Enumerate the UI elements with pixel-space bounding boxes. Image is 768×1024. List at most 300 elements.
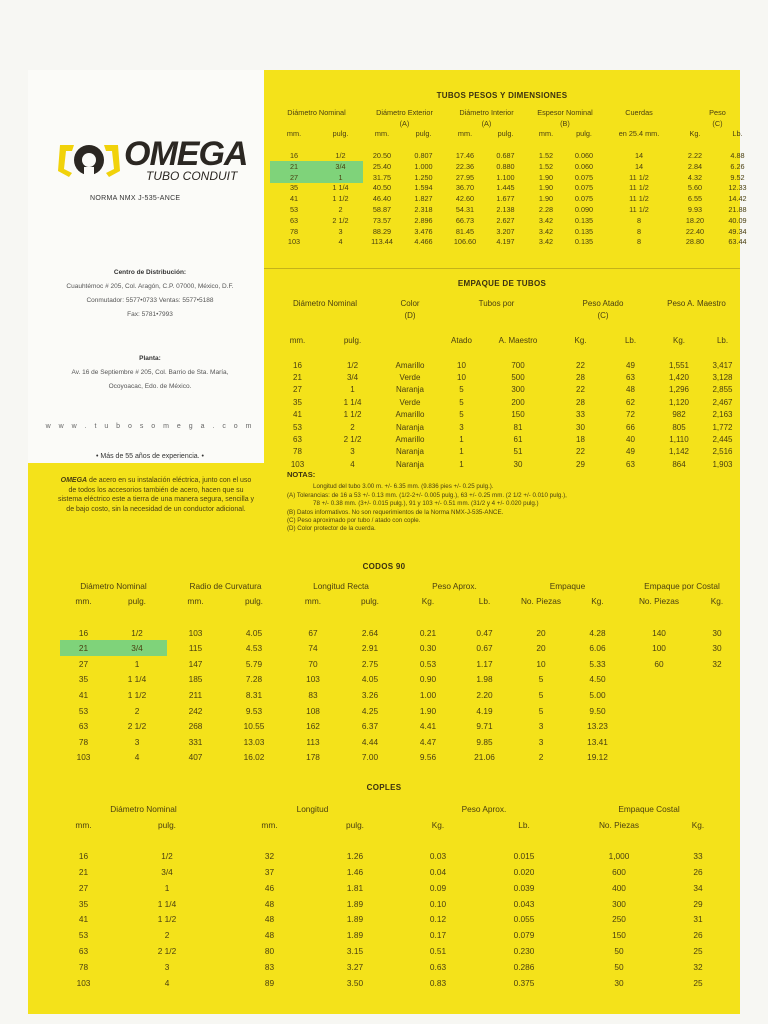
brand-subtitle: TUBO CONDUIT [146,169,238,183]
table-cell: 200 [511,397,525,407]
column-group-header: Diámetro Nominal [287,107,346,117]
column-unit-header: Kg. [689,129,701,139]
table-cell: 9.71 [476,721,493,732]
column-group-header: Empaque [549,580,586,591]
table-cell: 2 [134,705,140,716]
table-cell: 13.41 [587,736,608,747]
table-cell: 0.075 [574,194,594,204]
table-cell: 0.67 [476,643,493,654]
table-cell: 1.89 [346,914,364,925]
table-cell: 4.05 [245,627,263,638]
table-cell: 3.50 [346,977,364,988]
table-cell: 1 1/4 [127,674,147,685]
table-cell: 27 [78,658,89,669]
table-cell [624,734,694,750]
column-unit-header: pulg. [346,819,364,830]
column-unit-header: pulg. [497,129,514,139]
table-cell: 50 [614,946,624,957]
column-unit-header: Lb. [732,129,743,139]
table-cell: 5 [538,674,544,685]
table-cell: 31 [693,914,703,925]
table-cell: Verde [399,373,421,383]
table-cell: 11 1/2 [629,183,649,193]
empaque-title: EMPAQUE DE TUBOS [457,279,547,288]
plant-title: Planta: [139,355,161,362]
column-unit-header: pulg. [415,129,432,139]
table-cell: 18.20 [685,215,705,225]
table-cell: 9.50 [589,705,606,716]
spacer [270,322,325,334]
table-cell: 4.53 [245,643,263,654]
table-cell [624,750,694,766]
spacer [284,609,342,625]
column-unit-header: pulg. [245,596,263,607]
spacer [363,139,401,150]
divider [264,268,740,269]
column-group-code: (C) [712,118,723,128]
spacer [312,833,398,849]
table-cell: 27 [293,385,302,395]
table-cell: 4 [164,977,170,988]
distribution-title: Centro de Distribución: [113,269,187,276]
table-cell: 1.827 [414,194,433,204]
spacer [478,833,570,849]
table-cell: 1 [350,385,355,395]
table-cell: 5 [538,689,544,700]
table-cell: 0.075 [574,172,594,182]
spacer [446,139,484,150]
table-cell: 0.020 [513,867,535,878]
table-cell: 2.22 [687,151,703,161]
table-cell: 9.53 [245,705,263,716]
column-group-code [270,118,363,129]
column-unit-header: mm. [289,335,306,345]
table-cell: Amarillo [395,410,425,420]
column-unit-header: pulg. [158,819,176,830]
table-cell: 10 [457,373,466,383]
spacer [603,139,675,150]
table-cell: 41 [78,914,89,925]
column-unit-header: Kg. [574,335,587,345]
column-unit-header: en 25.4 mm. [618,129,660,139]
table-cell: 5.60 [687,183,703,193]
spacer [483,322,553,334]
table-cell: 63 [626,459,635,469]
column-group-header: Peso Atado [582,298,624,308]
spacer [270,347,325,359]
spacer [715,139,760,150]
table-cell: 4.50 [589,674,606,685]
column-group-header: Peso Aprox. [432,580,477,591]
table-cell: 185 [188,674,203,685]
table-cell: 400 [612,882,626,893]
table-cell: 26 [693,867,703,878]
omega-mark-icon [58,139,120,179]
column-unit-header: No. Piezas [638,596,680,607]
spacer [398,833,478,849]
empaque-table [270,297,740,470]
table-cell: Naranja [395,447,424,457]
table-cell: 2.627 [496,215,515,225]
table-cell: 150 [612,930,626,941]
table-cell: 35 [78,898,89,909]
column-unit-header: Kg. [431,819,445,830]
table-cell: 46 [264,882,275,893]
table-cell: 21 [60,640,107,656]
spacer [398,609,458,625]
table-cell: 1.17 [476,658,493,669]
spacer [325,322,380,334]
table-cell: 14.42 [728,194,747,204]
table-cell: 1.594 [414,183,433,193]
table-cell [694,718,740,734]
table-cell: 1 [459,447,464,457]
table-cell: 62 [626,397,635,407]
table-cell: 150 [511,410,525,420]
column-group-header: Diámetro Interior [459,107,514,117]
note-line: (D) Color protector de la cuerda. [287,525,376,533]
table-cell: 63 [626,373,635,383]
table-cell: 3 [134,736,140,747]
table-cell: 1/2 [161,851,173,862]
table-cell: 700 [511,360,525,370]
table-cell: 6.55 [687,194,703,204]
table-cell: 6.37 [361,721,379,732]
table-cell: 5.33 [589,658,606,669]
table-cell: 14 [634,161,644,171]
table-cell: 63 [289,215,299,225]
table-cell: 49.34 [728,226,747,236]
table-cell: 3 [459,422,464,432]
table-cell: 4.466 [414,237,433,247]
table-cell: 3/4 [107,640,167,656]
table-cell: 27 [270,172,318,183]
table-cell: 2 1/2 [332,215,349,225]
table-cell: 1,772 [712,422,733,432]
table-cell: 0.47 [476,627,493,638]
column-unit-header: A. Maestro [498,335,538,345]
table-cell: 103 [306,674,320,685]
table-cell: 242 [188,705,203,716]
spacer [167,609,224,625]
column-unit-header: pulg. [128,596,146,607]
table-cell: 9.85 [476,736,493,747]
table-cell: 0.090 [574,205,594,215]
spacer [624,609,694,625]
table-cell: 5 [538,705,544,716]
table-cell: 48 [626,385,635,395]
spacer [318,139,363,150]
table-cell: 1 1/2 [332,194,349,204]
table-cell: 1,903 [712,459,733,469]
column-unit-header: mm. [538,129,554,139]
table-cell: 2 1/2 [127,721,147,732]
spacer [380,347,440,359]
column-group-code: (A) [481,118,492,128]
codos-title: CODOS 90 [362,562,406,571]
table-cell: 0.880 [496,161,515,171]
table-cell: 3.42 [538,226,554,236]
table-cell: 12.33 [728,183,747,193]
table-cell: 11 1/2 [629,194,649,204]
table-cell: 35 [78,674,89,685]
column-unit-header: pulg. [361,596,379,607]
column-group-header: Peso A. Maestro [667,298,726,308]
table-cell: 0.039 [513,882,535,893]
table-cell: 5 [459,410,464,420]
table-cell: 21.06 [474,752,495,763]
table-cell: 63 [293,434,302,444]
table-cell: 7.28 [245,674,263,685]
table-cell: 0.90 [419,674,437,685]
table-cell: 1,551 [668,360,690,370]
column-group-code: (A) [399,118,410,128]
table-cell: 11 1/2 [629,172,649,182]
column-group-header: Longitud [296,803,329,814]
table-cell: 3.26 [361,689,379,700]
table-cell: 30 [614,977,624,988]
column-unit-header: No. Piezas [598,819,640,830]
table-cell: 32 [712,658,722,669]
table-cell: 3 [538,736,544,747]
table-cell: 1.00 [419,689,437,700]
table-cell: 115 [188,643,203,654]
table-cell: 16 [78,851,89,862]
table-cell: 21 [78,867,89,878]
table-cell: 0.51 [429,946,447,957]
column-unit-header: mm. [457,129,473,139]
table-cell: 5.79 [245,658,263,669]
table-cell: 5 [459,397,464,407]
column-group-header: Radio de Curvatura [189,580,262,591]
column-group-header: Cuerdas [625,107,653,117]
column-unit-header: Lb. [624,335,637,345]
table-cell: 89 [264,977,275,988]
column-group-header: Diámetro Nominal [110,803,177,814]
table-cell: 53 [78,930,89,941]
table-cell: 3.27 [346,961,364,972]
table-cell: 2,855 [712,385,733,395]
tubos-title: TUBOS PESOS Y DIMENSIONES [436,91,568,100]
table-cell: 63 [78,721,89,732]
table-cell: 1.000 [414,161,433,171]
table-cell: 2.138 [496,205,515,215]
table-cell: 3.476 [414,226,433,236]
table-cell: 3 [338,226,343,236]
norma-label: NORMA NMX J-535-ANCE [90,195,181,202]
table-cell: 147 [188,658,203,669]
table-cell: 31.75 [372,172,392,182]
spacer [458,609,511,625]
table-cell [694,703,740,719]
spacer [440,322,483,334]
table-cell: 53 [293,422,302,432]
table-cell: 41 [293,410,302,420]
table-cell: 0.03 [429,851,447,862]
table-cell: 58.87 [372,205,392,215]
table-cell: 1.90 [538,194,554,204]
spacer [571,609,624,625]
table-cell: 1.52 [538,161,554,171]
table-cell: 0.043 [513,898,535,909]
table-cell: 2 [164,930,170,941]
table-cell: 0.055 [513,914,535,925]
table-cell: 29 [693,898,703,909]
table-cell: 113 [306,736,320,747]
column-group-code [440,309,553,321]
column-group-header: Diámetro Exterior [376,107,433,117]
column-unit-header: mm. [374,129,390,139]
table-cell: 1/2 [335,151,346,161]
website-link[interactable]: w w w . t u b o s o m e g a . c o m [45,423,255,430]
spacer [553,347,608,359]
table-cell: 20 [536,627,546,638]
table-cell: 1.250 [414,172,433,182]
table-cell: 16.02 [243,752,265,763]
table-cell: Verde [399,397,421,407]
table-cell: 211 [188,689,203,700]
table-cell [694,734,740,750]
table-cell: 42.60 [455,194,475,204]
table-cell: 500 [511,373,525,383]
table-cell: 3.42 [538,237,554,247]
table-cell: 63 [78,946,89,957]
table-cell: 78 [293,447,302,457]
table-cell [694,750,740,766]
coples-title: COPLES [366,783,402,792]
column-unit-header: mm. [286,129,302,139]
table-cell: 40.09 [728,215,747,225]
coples-table [60,801,740,991]
table-cell: 21 [270,161,318,172]
table-cell: 22 [576,360,585,370]
column-group-code: (D) [404,311,416,321]
table-cell: 26 [693,930,703,941]
table-cell: 331 [188,736,203,747]
column-group-header: Tubos por [478,298,515,308]
table-cell: 8 [636,237,642,247]
table-cell: 0.135 [574,226,594,236]
table-cell: 864 [672,459,686,469]
table-cell: 4.19 [476,705,493,716]
table-cell: 28.80 [685,237,705,247]
brand-blurb: OMEGA de acero en su instalación eléctrica, junto con el uso de todos los accesorios también de acero, hacen que su sistema eléctrico este a tierra de una manera segura, sencilla y de bajo costo, sin la necesidad de un conductor adicional. [57,477,255,513]
experience-banner: • Más de 55 años de experiencia. • [95,453,205,460]
spacer [705,322,740,334]
table-cell: 1 1/2 [157,914,177,925]
table-cell: 1.90 [538,183,554,193]
spacer [227,833,312,849]
column-unit-header: No. Piezas [520,596,562,607]
omega-logo [58,135,258,195]
column-unit-header: mm. [187,596,204,607]
spacer [675,139,715,150]
column-unit-header: pulg. [343,335,362,345]
table-cell: 4.47 [419,736,437,747]
table-cell: 103 [290,459,305,469]
table-cell: 1 [164,882,170,893]
table-cell: 29 [576,459,585,469]
spacer [483,347,553,359]
plant-address-2: Ocoyoacac, Edo. de México. [108,383,192,390]
table-cell: 35 [293,397,302,407]
table-cell: 18 [576,434,585,444]
notes-title: NOTAS: [287,470,316,479]
table-cell: 0.079 [513,930,535,941]
table-cell: 37 [264,867,275,878]
table-cell: 51 [513,447,523,457]
table-cell: 4 [338,237,343,247]
table-cell: 4.197 [496,237,515,247]
table-cell: 1/2 [131,627,143,638]
table-cell: 106.60 [453,237,477,247]
table-cell: 30 [712,643,722,654]
table-cell: 28 [576,397,585,407]
table-cell: 3/4 [161,867,173,878]
table-cell: 30 [576,422,585,432]
column-unit-header: Lb. [716,335,729,345]
notes-block [287,471,727,534]
table-cell: 0.17 [429,930,447,941]
column-group-code [653,309,740,321]
table-cell: 1 [318,172,363,183]
table-cell: 3,417 [712,360,733,370]
table-cell: 27 [78,882,89,893]
spacer [553,322,608,334]
spacer [60,609,107,625]
table-cell: 7.00 [361,752,379,763]
column-unit-header: mm. [75,819,92,830]
table-cell: 17.46 [455,151,475,161]
table-cell: 2 [338,205,343,215]
table-cell: 11 1/2 [629,205,649,215]
table-cell: 28 [576,373,585,383]
table-cell: 16 [289,151,299,161]
table-cell: 2,163 [712,410,733,420]
table-cell: 4.28 [589,627,606,638]
table-cell: 0.53 [419,658,437,669]
spacer [380,322,440,334]
table-cell: 1.445 [496,183,515,193]
table-cell: 250 [612,914,626,925]
column-group-header: Diámetro Nominal [80,580,147,591]
table-cell: Naranja [395,459,424,469]
table-cell: 81.45 [455,226,475,236]
table-cell: 20 [536,643,546,654]
table-cell: 1 1/4 [332,183,349,193]
table-cell: 1.81 [346,882,364,893]
table-cell: 9.52 [730,172,745,182]
table-cell: 0.83 [429,977,447,988]
column-group-header: Empaque por Costal [644,580,720,591]
table-cell: 30 [712,627,722,638]
column-group-code: (B) [560,118,570,128]
table-cell: 300 [612,898,626,909]
table-cell: 0.060 [574,151,594,161]
table-cell: 100 [652,643,666,654]
table-cell: 10 [536,658,546,669]
column-group-header: Diámetro Nominal [292,298,358,308]
table-cell: 9.56 [419,752,437,763]
column-group-code [603,118,675,129]
table-cell: 2 1/2 [157,946,177,957]
table-cell: 2.91 [361,643,379,654]
table-cell: 74 [308,643,318,654]
column-unit-header: Atado [451,335,472,345]
table-cell: 4.32 [687,172,703,182]
column-group-header: Espesor Nominal [537,107,593,117]
table-cell: 48 [264,898,275,909]
